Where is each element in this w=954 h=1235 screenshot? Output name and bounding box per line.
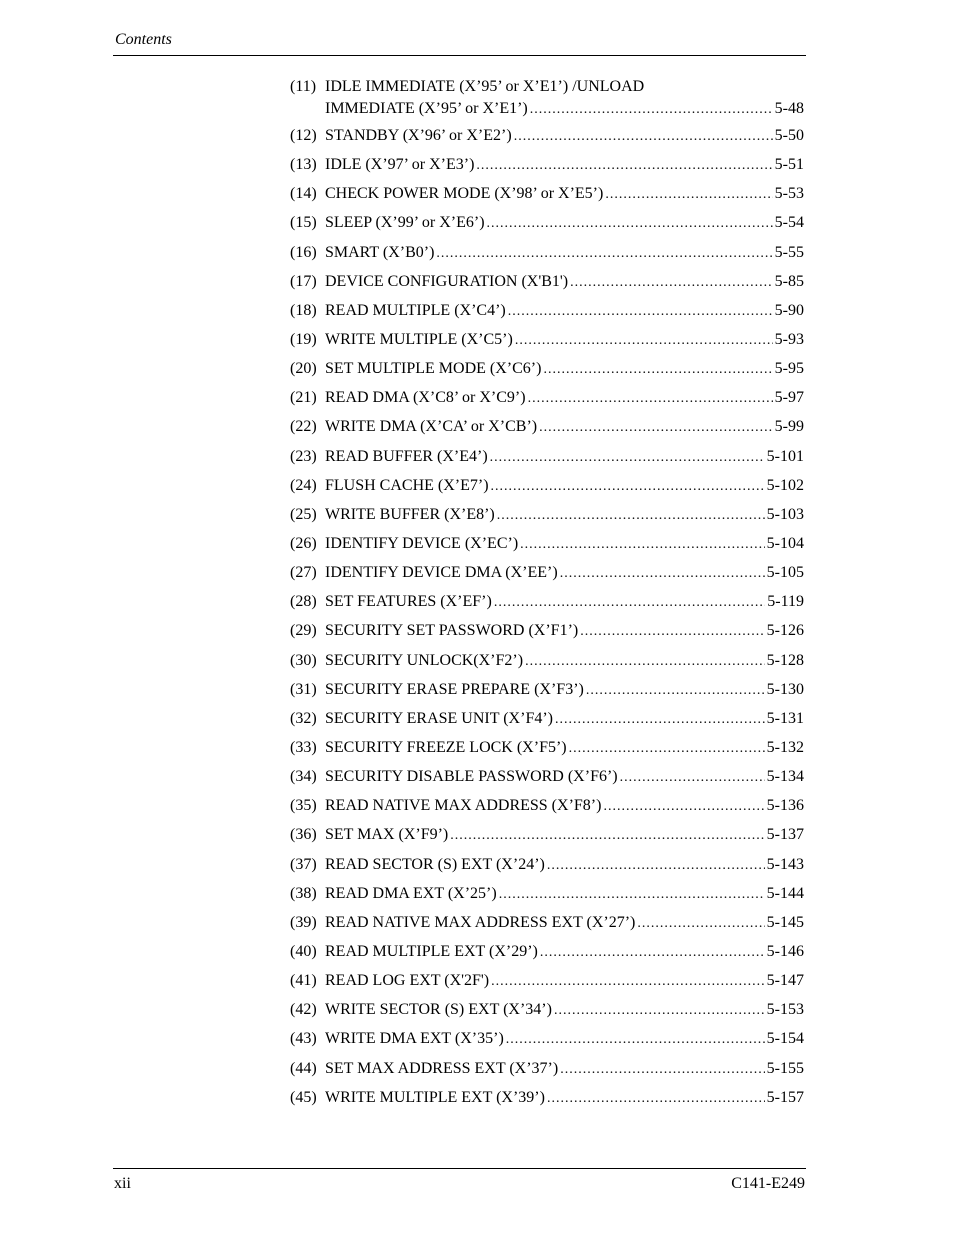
toc-entry-page: 5-101 <box>766 447 804 465</box>
toc-entry-title: WRITE SECTOR (S) EXT (X’34’) <box>325 1001 552 1019</box>
toc-dot-leader <box>487 213 773 235</box>
toc-entry-title: SLEEP (X’99’ or X’E6’) <box>325 214 485 232</box>
toc-dot-leader <box>543 359 772 381</box>
toc-entry-number: (21) <box>290 389 317 407</box>
toc-entry-title: READ BUFFER (X’E4’) <box>325 447 488 465</box>
toc-entry-title: READ SECTOR (S) EXT (X’24’) <box>325 855 545 873</box>
toc-entry-page: 5-54 <box>774 214 804 232</box>
toc-entry-page: 5-99 <box>774 418 804 436</box>
toc-entry-number: (42) <box>290 1001 317 1019</box>
toc-entry-title: SMART (X’B0’) <box>325 243 435 261</box>
toc-entry-page: 5-155 <box>766 1059 804 1077</box>
toc-entry-page: 5-130 <box>766 680 804 698</box>
toc-dot-leader <box>499 884 765 906</box>
toc-entry-number: (32) <box>290 709 317 727</box>
toc-entry-title: SECURITY DISABLE PASSWORD (X’F6’) <box>325 768 618 786</box>
toc-entry-title: DEVICE CONFIGURATION (X'B1') <box>325 272 569 290</box>
toc-entry[interactable] <box>290 970 804 999</box>
toc-entry-title: SET FEATURES (X’EF’) <box>325 593 492 611</box>
toc-entry[interactable] <box>290 271 804 300</box>
footer-rule <box>113 1168 806 1169</box>
toc-entry-title: READ DMA EXT (X’25’) <box>325 884 497 902</box>
toc-entry[interactable] <box>290 795 804 824</box>
toc-dot-leader <box>586 680 765 702</box>
toc-entry-title: SECURITY SET PASSWORD (X’F1’) <box>325 622 579 640</box>
toc-entry[interactable] <box>290 854 804 883</box>
toc-entry-page: 5-134 <box>766 768 804 786</box>
toc-entry-title: SECURITY UNLOCK(X’F2’) <box>325 651 524 669</box>
toc-entry-title: SECURITY ERASE UNIT (X’F4’) <box>325 709 553 727</box>
toc-entry-number: (18) <box>290 301 317 319</box>
toc-entry[interactable] <box>290 125 804 154</box>
toc-entry[interactable] <box>290 446 804 475</box>
toc-entry[interactable] <box>290 183 804 212</box>
toc-dot-leader <box>603 796 764 818</box>
toc-dot-leader <box>570 272 773 294</box>
toc-entry[interactable] <box>290 212 804 241</box>
footer-page-number: xii <box>114 1175 131 1192</box>
toc-entry[interactable] <box>290 154 804 183</box>
running-header-title: Contents <box>115 31 172 48</box>
toc-dot-leader <box>528 388 773 410</box>
toc-dot-leader <box>547 855 765 877</box>
toc-dot-leader <box>436 243 772 265</box>
toc-dot-leader <box>560 1059 764 1081</box>
toc-entry[interactable] <box>290 883 804 912</box>
toc-dot-leader <box>637 913 764 935</box>
toc-entry-page: 5-154 <box>766 1030 804 1048</box>
toc-dot-leader <box>491 476 765 498</box>
toc-entry-number: (19) <box>290 330 317 348</box>
toc-entry-number: (16) <box>290 243 317 261</box>
toc-entry-title: IDENTIFY DEVICE DMA (X’EE’) <box>325 564 558 582</box>
toc-entry-title: WRITE MULTIPLE (X’C5’) <box>325 330 513 348</box>
toc-entry-page: 5-145 <box>766 913 804 931</box>
toc-entry-number: (29) <box>290 622 317 640</box>
toc-entry-page: 5-128 <box>766 651 804 669</box>
toc-entry-number: (23) <box>290 447 317 465</box>
toc-entry-page: 5-104 <box>766 534 804 552</box>
toc-entry-page: 5-153 <box>766 1001 804 1019</box>
toc-entry-title: SET MAX (X’F9’) <box>325 826 449 844</box>
toc-dot-leader <box>547 1088 765 1110</box>
toc-entry-page: 5-48 <box>774 100 804 117</box>
header-rule <box>113 55 806 56</box>
toc-entry[interactable] <box>290 504 804 533</box>
toc-entry-page: 5-85 <box>774 272 804 290</box>
toc-entry-title: IDLE IMMEDIATE (X’95’ or X’E1’) /UNLOAD <box>325 78 645 95</box>
toc-entry-title: WRITE BUFFER (X’E8’) <box>325 505 495 523</box>
toc-entry-number: (43) <box>290 1030 317 1048</box>
toc-entry-page: 5-90 <box>774 301 804 319</box>
toc-dot-leader <box>520 534 765 556</box>
toc-entry-page: 5-97 <box>774 389 804 407</box>
toc-entry[interactable] <box>290 708 804 737</box>
toc-dot-leader <box>450 825 764 847</box>
toc-dot-leader <box>554 1000 765 1022</box>
toc-entry-page: 5-136 <box>766 797 804 815</box>
toc-entry-page: 5-105 <box>766 564 804 582</box>
toc-entry[interactable] <box>290 1058 804 1087</box>
toc-entry-number: (40) <box>290 942 317 960</box>
toc-entry[interactable] <box>290 300 804 329</box>
toc-entry-number: (15) <box>290 214 317 232</box>
toc-entry-number: (26) <box>290 534 317 552</box>
toc-entry-title: READ MULTIPLE EXT (X’29’) <box>325 942 538 960</box>
toc-entry-title: WRITE DMA (X’CA’ or X’CB’) <box>325 418 538 436</box>
toc-entry-title: READ LOG EXT (X'2F') <box>325 972 490 990</box>
toc-entry[interactable] <box>290 358 804 387</box>
toc-dot-leader <box>620 767 765 789</box>
toc-entry[interactable] <box>290 591 804 620</box>
toc-entry-number: (17) <box>290 272 317 290</box>
toc-entry-page: 5-144 <box>766 884 804 902</box>
toc-dot-leader <box>525 651 765 673</box>
toc-dot-leader <box>555 709 765 731</box>
toc-entry-number: (11) <box>290 78 317 95</box>
toc-entry-number: (33) <box>290 738 317 756</box>
toc-entry-page: 5-119 <box>767 593 804 611</box>
toc-dot-leader <box>508 301 773 323</box>
toc-entry[interactable] <box>290 416 804 445</box>
toc-entry-title: READ NATIVE MAX ADDRESS (X’F8’) <box>325 797 602 815</box>
toc-entry-number: (27) <box>290 564 317 582</box>
toc-dot-leader <box>497 505 765 527</box>
toc-entry-page: 5-147 <box>766 972 804 990</box>
toc-entry-number: (12) <box>290 127 317 144</box>
toc-entry-number: (20) <box>290 360 317 378</box>
toc-entry-page: 5-93 <box>774 330 804 348</box>
toc-entry-title: IDENTIFY DEVICE (X’EC’) <box>325 534 519 552</box>
toc-entry-title: READ DMA (X’C8’ or X’C9’) <box>325 389 526 407</box>
toc-entry-page: 5-143 <box>766 855 804 873</box>
toc-dot-leader <box>539 417 773 439</box>
toc-entry-page: 5-137 <box>766 826 804 844</box>
toc-entry-number: (31) <box>290 680 317 698</box>
toc-entry[interactable] <box>290 766 804 795</box>
toc-dot-leader <box>560 563 765 585</box>
toc-entry-page: 5-131 <box>766 709 804 727</box>
toc-dot-leader <box>530 99 773 121</box>
toc-entry-page: 5-126 <box>766 622 804 640</box>
toc-entry-title-continued: IMMEDIATE (X’95’ or X’E1’) <box>325 100 528 117</box>
toc-entry[interactable] <box>290 329 804 358</box>
toc-dot-leader <box>515 330 773 352</box>
toc-entry-number: (37) <box>290 855 317 873</box>
toc-entry[interactable] <box>290 824 804 853</box>
toc-entry[interactable] <box>290 679 804 708</box>
toc-entry-number: (45) <box>290 1088 317 1106</box>
footer-document-id: C141-E249 <box>731 1175 805 1192</box>
toc-dot-leader <box>506 1029 765 1051</box>
toc-entry-number: (35) <box>290 797 317 815</box>
toc-dot-leader <box>580 621 764 643</box>
toc-entry[interactable] <box>290 387 804 416</box>
toc-entry-number: (24) <box>290 476 317 494</box>
toc-entry[interactable] <box>290 1087 804 1116</box>
toc-entry-number: (30) <box>290 651 317 669</box>
toc-entry-title: WRITE MULTIPLE EXT (X’39’) <box>325 1088 545 1106</box>
toc-entry-title: SET MULTIPLE MODE (X’C6’) <box>325 360 542 378</box>
toc-dot-leader <box>514 126 773 148</box>
toc-entry-title: FLUSH CACHE (X’E7’) <box>325 476 489 494</box>
toc-entry-page: 5-103 <box>766 505 804 523</box>
toc-entry-number: (36) <box>290 826 317 844</box>
toc-entry[interactable] <box>290 76 804 125</box>
toc-entry-number: (22) <box>290 418 317 436</box>
toc-dot-leader <box>569 738 765 760</box>
toc-entry-page: 5-50 <box>774 127 804 144</box>
toc-entry-title: IDLE (X’97’ or X’E3’) <box>325 156 475 174</box>
table-of-contents <box>290 76 804 1116</box>
toc-entry-number: (13) <box>290 156 317 174</box>
toc-entry-title: READ NATIVE MAX ADDRESS EXT (X’27’) <box>325 913 636 931</box>
toc-entry-title: SET MAX ADDRESS EXT (X’37’) <box>325 1059 559 1077</box>
toc-entry-page: 5-157 <box>766 1088 804 1106</box>
toc-entry-number: (25) <box>290 505 317 523</box>
toc-entry[interactable] <box>290 650 804 679</box>
toc-entry-page: 5-51 <box>774 156 804 174</box>
toc-entry[interactable] <box>290 562 804 591</box>
toc-dot-leader <box>476 155 772 177</box>
toc-dot-leader <box>540 942 765 964</box>
toc-dot-leader <box>491 971 765 993</box>
toc-entry-page: 5-102 <box>766 476 804 494</box>
toc-entry-title: STANDBY (X’96’ or X’E2’) <box>325 127 512 144</box>
toc-dot-leader <box>490 447 765 469</box>
toc-entry[interactable] <box>290 533 804 562</box>
toc-entry[interactable] <box>290 999 804 1028</box>
toc-entry[interactable] <box>290 941 804 970</box>
toc-entry[interactable] <box>290 620 804 649</box>
toc-entry-page: 5-53 <box>774 185 804 203</box>
toc-entry-number: (41) <box>290 972 317 990</box>
toc-entry-title: CHECK POWER MODE (X’98’ or X’E5’) <box>325 185 604 203</box>
toc-entry[interactable] <box>290 242 804 271</box>
toc-entry-page: 5-95 <box>774 360 804 378</box>
toc-entry-number: (39) <box>290 913 317 931</box>
toc-entry-number: (28) <box>290 593 317 611</box>
toc-entry[interactable] <box>290 912 804 941</box>
toc-entry[interactable] <box>290 737 804 766</box>
toc-entry-number: (34) <box>290 768 317 786</box>
toc-entry-number: (44) <box>290 1059 317 1077</box>
toc-entry-number: (38) <box>290 884 317 902</box>
toc-entry-title: READ MULTIPLE (X’C4’) <box>325 301 506 319</box>
toc-dot-leader <box>494 592 765 614</box>
toc-entry-title: SECURITY FREEZE LOCK (X’F5’) <box>325 738 567 756</box>
toc-entry[interactable] <box>290 1028 804 1057</box>
toc-dot-leader <box>605 184 772 206</box>
toc-entry[interactable] <box>290 475 804 504</box>
toc-entry-title: SECURITY ERASE PREPARE (X’F3’) <box>325 680 584 698</box>
toc-entry-page: 5-132 <box>766 738 804 756</box>
toc-entry-page: 5-55 <box>774 243 804 261</box>
toc-entry-title: WRITE DMA EXT (X’35’) <box>325 1030 504 1048</box>
toc-entry-page: 5-146 <box>766 942 804 960</box>
toc-entry-number: (14) <box>290 185 317 203</box>
